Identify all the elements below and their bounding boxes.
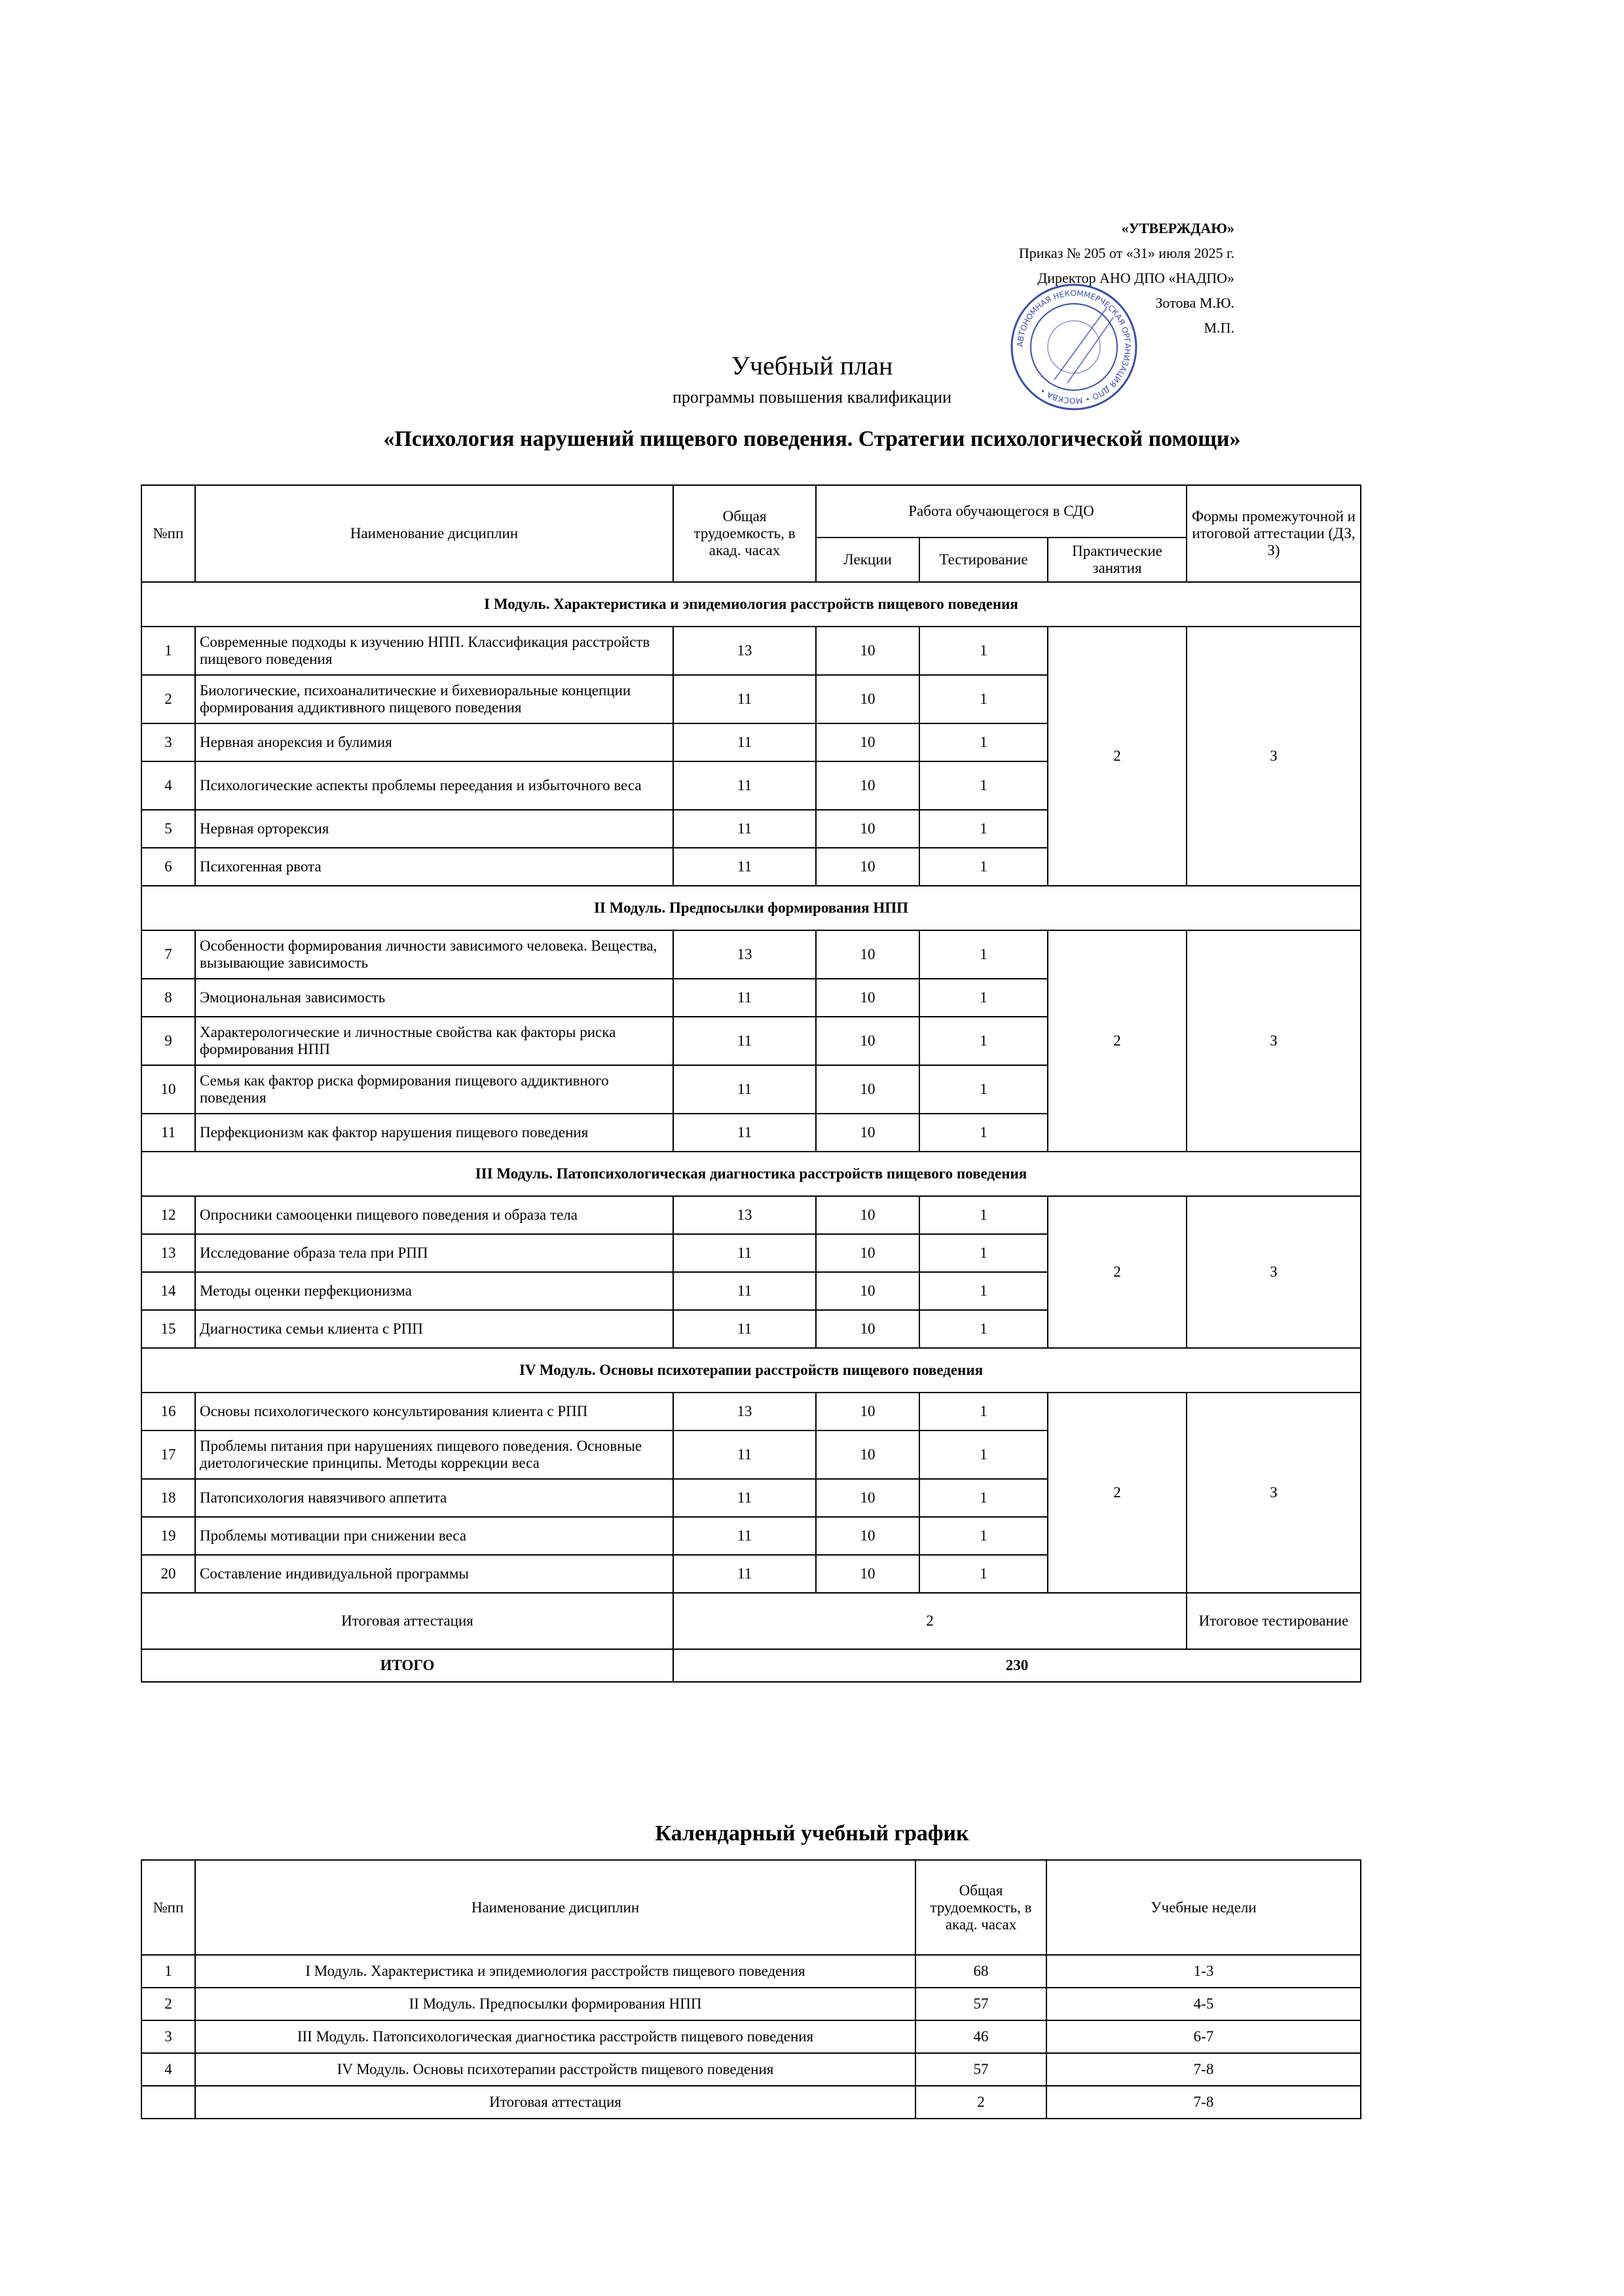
lectures-cell: 10 xyxy=(816,810,919,848)
testing-cell: 1 xyxy=(919,1272,1048,1310)
total-hours: 230 xyxy=(673,1649,1361,1682)
discipline-name: Методы оценки перфекционизма xyxy=(195,1272,673,1310)
testing-cell: 1 xyxy=(919,1017,1048,1065)
discipline-name: Эмоциональная зависимость xyxy=(195,979,673,1017)
hours-cell: 11 xyxy=(673,1517,816,1555)
hours-cell: 11 xyxy=(673,1310,816,1348)
hours-cell: 11 xyxy=(673,810,816,848)
discipline-name: Современные подходы к изучению НПП. Классификация расстройств пищевого поведения xyxy=(195,627,673,675)
testing-cell: 1 xyxy=(919,1479,1048,1517)
lectures-cell: 10 xyxy=(816,761,919,810)
discipline-name: Нервная орторексия xyxy=(195,810,673,848)
header-forms: Формы промежуточной и итоговой аттестации (ДЗ, З) xyxy=(1187,485,1361,582)
header-testing: Тестирование xyxy=(919,538,1048,582)
hours-cell: 11 xyxy=(673,1272,816,1310)
schedule-number: 3 xyxy=(141,2020,195,2053)
hours-cell: 11 xyxy=(673,979,816,1017)
lectures-cell: 10 xyxy=(816,979,919,1017)
schedule-row xyxy=(141,2020,1361,2053)
schedule-hours: 68 xyxy=(915,1955,1046,1988)
hours-cell: 13 xyxy=(673,1196,816,1234)
row-number: 10 xyxy=(141,1065,195,1114)
row-number: 6 xyxy=(141,848,195,886)
schedule-name: III Модуль. Патопсихологическая диагностика расстройств пищевого поведения xyxy=(195,2020,915,2053)
lectures-cell: 10 xyxy=(816,723,919,761)
attestation-form-cell: З xyxy=(1187,1196,1361,1348)
discipline-name: Опросники самооценки пищевого поведения и образа тела xyxy=(195,1196,673,1234)
schedule-row xyxy=(141,1955,1361,1988)
header-num: №пп xyxy=(141,485,195,582)
schedule-number: 4 xyxy=(141,2053,195,2086)
schedule-row xyxy=(141,2053,1361,2086)
discipline-name: Диагностика семьи клиента с РПП xyxy=(195,1310,673,1348)
row-number: 17 xyxy=(141,1430,195,1479)
discipline-name: Исследование образа тела при РПП xyxy=(195,1234,673,1272)
module-title: II Модуль. Предпосылки формирования НПП xyxy=(141,886,1361,930)
hours-cell: 11 xyxy=(673,1479,816,1517)
total-label: ИТОГО xyxy=(141,1649,673,1682)
schedule-hours: 57 xyxy=(915,2053,1046,2086)
approval-order: Приказ № 205 от «31» июля 2025 г. xyxy=(1018,245,1234,261)
row-number: 20 xyxy=(141,1555,195,1593)
testing-cell: 1 xyxy=(919,1114,1048,1152)
testing-cell: 1 xyxy=(919,810,1048,848)
hours-cell: 11 xyxy=(673,723,816,761)
testing-cell: 1 xyxy=(919,848,1048,886)
schedule-header-weeks: Учебные недели xyxy=(1046,1860,1361,1955)
module-header-row xyxy=(141,886,1361,930)
lectures-cell: 10 xyxy=(816,1517,919,1555)
hours-cell: 11 xyxy=(673,1234,816,1272)
attestation-form-cell: З xyxy=(1187,1393,1361,1593)
lectures-cell: 10 xyxy=(816,1272,919,1310)
schedule-name: Итоговая аттестация xyxy=(195,2086,915,2119)
lectures-cell: 10 xyxy=(816,1479,919,1517)
schedule-hours: 46 xyxy=(915,2020,1046,2053)
lectures-cell: 10 xyxy=(816,1234,919,1272)
final-attestation-form: Итоговое тестирование xyxy=(1187,1593,1361,1649)
schedule-title: Календарный учебный график xyxy=(655,1821,969,1846)
final-attestation-label: Итоговая аттестация xyxy=(141,1593,673,1649)
schedule-header-name: Наименование дисциплин xyxy=(195,1860,915,1955)
stamp-ring-text: АВТОНОМНАЯ НЕКОММЕРЧЕСКАЯ ОРГАНИЗАЦИЯ ДПО • МОСКВА • xyxy=(1015,288,1133,406)
practice-cell: 2 xyxy=(1048,627,1187,886)
hours-cell: 11 xyxy=(673,761,816,810)
lectures-cell: 10 xyxy=(816,1555,919,1593)
row-number: 13 xyxy=(141,1234,195,1272)
testing-cell: 1 xyxy=(919,675,1048,723)
lectures-cell: 10 xyxy=(816,1393,919,1430)
row-number: 3 xyxy=(141,723,195,761)
approval-heading: «УТВЕРЖДАЮ» xyxy=(1121,220,1234,236)
discipline-name: Особенности формирования личности зависимого человека. Вещества, вызывающие зависимость xyxy=(195,930,673,979)
row-number: 14 xyxy=(141,1272,195,1310)
attestation-form-cell: З xyxy=(1187,627,1361,886)
schedule-number: 2 xyxy=(141,1988,195,2020)
schedule-weeks: 1-3 xyxy=(1046,1955,1361,1988)
lectures-cell: 10 xyxy=(816,1196,919,1234)
row-number: 5 xyxy=(141,810,195,848)
hours-cell: 11 xyxy=(673,1065,816,1114)
schedule-row xyxy=(141,1988,1361,2020)
module-header-row xyxy=(141,1348,1361,1393)
discipline-name: Перфекционизм как фактор нарушения пищевого поведения xyxy=(195,1114,673,1152)
practice-cell: 2 xyxy=(1048,930,1187,1152)
row-number: 8 xyxy=(141,979,195,1017)
row-number: 7 xyxy=(141,930,195,979)
row-number: 16 xyxy=(141,1393,195,1430)
row-number: 12 xyxy=(141,1196,195,1234)
testing-cell: 1 xyxy=(919,1065,1048,1114)
discipline-name: Проблемы питания при нарушениях пищевого поведения. Основные диетологические принципы. Методы коррекции веса xyxy=(195,1430,673,1479)
approval-seal-label: М.П. xyxy=(1204,319,1234,336)
practice-cell: 2 xyxy=(1048,1393,1187,1593)
schedule-table xyxy=(141,1859,1361,2119)
row-number: 15 xyxy=(141,1310,195,1348)
discipline-name: Психологические аспекты проблемы переедания и избыточного веса xyxy=(195,761,673,810)
row-number: 1 xyxy=(141,627,195,675)
testing-cell: 1 xyxy=(919,1393,1048,1430)
document-title: Учебный план xyxy=(731,351,893,380)
row-number: 4 xyxy=(141,761,195,810)
attestation-form-cell: З xyxy=(1187,930,1361,1152)
hours-cell: 11 xyxy=(673,1430,816,1479)
row-number: 18 xyxy=(141,1479,195,1517)
module-header-row xyxy=(141,582,1361,627)
discipline-name: Психогенная рвота xyxy=(195,848,673,886)
testing-cell: 1 xyxy=(919,723,1048,761)
schedule-weeks: 4-5 xyxy=(1046,1988,1361,2020)
schedule-name: II Модуль. Предпосылки формирования НПП xyxy=(195,1988,915,2020)
hours-cell: 11 xyxy=(673,1114,816,1152)
module-title: I Модуль. Характеристика и эпидемиология расстройств пищевого поведения xyxy=(141,582,1361,627)
row-number: 11 xyxy=(141,1114,195,1152)
lectures-cell: 10 xyxy=(816,1310,919,1348)
program-title: «Психология нарушений пищевого поведения. Стратегии психологической помощи» xyxy=(383,427,1241,451)
module-title: III Модуль. Патопсихологическая диагностика расстройств пищевого поведения xyxy=(141,1152,1361,1196)
hours-cell: 11 xyxy=(673,848,816,886)
schedule-name: IV Модуль. Основы психотерапии расстройств пищевого поведения xyxy=(195,2053,915,2086)
schedule-name: I Модуль. Характеристика и эпидемиология расстройств пищевого поведения xyxy=(195,1955,915,1988)
schedule-hours: 2 xyxy=(915,2086,1046,2119)
module-title: IV Модуль. Основы психотерапии расстройств пищевого поведения xyxy=(141,1348,1361,1393)
discipline-name: Основы психологического консультирования клиента с РПП xyxy=(195,1393,673,1430)
header-lectures: Лекции xyxy=(816,538,919,582)
header-practice: Практические занятия xyxy=(1048,538,1187,582)
testing-cell: 1 xyxy=(919,1310,1048,1348)
lectures-cell: 10 xyxy=(816,675,919,723)
total-row xyxy=(141,1649,1361,1682)
discipline-name: Характерологические и личностные свойства как факторы риска формирования НПП xyxy=(195,1017,673,1065)
schedule-weeks: 6-7 xyxy=(1046,2020,1361,2053)
final-attestation-hours: 2 xyxy=(673,1593,1187,1649)
schedule-row xyxy=(141,2086,1361,2119)
final-attestation-row xyxy=(141,1593,1361,1649)
testing-cell: 1 xyxy=(919,979,1048,1017)
discipline-name: Проблемы мотивации при снижении веса xyxy=(195,1517,673,1555)
discipline-name: Составление индивидуальной программы xyxy=(195,1555,673,1593)
discipline-name: Семья как фактор риска формирования пищевого аддиктивного поведения xyxy=(195,1065,673,1114)
testing-cell: 1 xyxy=(919,1196,1048,1234)
schedule-weeks: 7-8 xyxy=(1046,2053,1361,2086)
schedule-number: 1 xyxy=(141,1955,195,1988)
curriculum-table xyxy=(141,484,1361,1683)
table-row xyxy=(141,627,1361,675)
lectures-cell: 10 xyxy=(816,1065,919,1114)
row-number: 9 xyxy=(141,1017,195,1065)
discipline-name: Биологические, психоаналитические и бихевиоральные концепции формирования аддиктивного пищевого поведения xyxy=(195,675,673,723)
hours-cell: 13 xyxy=(673,930,816,979)
hours-cell: 11 xyxy=(673,1017,816,1065)
document-subtitle: программы повышения квалификации xyxy=(672,388,951,407)
testing-cell: 1 xyxy=(919,1517,1048,1555)
header-hours: Общая трудоемкость, в акад. часах xyxy=(673,485,816,582)
testing-cell: 1 xyxy=(919,930,1048,979)
testing-cell: 1 xyxy=(919,1234,1048,1272)
testing-cell: 1 xyxy=(919,627,1048,675)
testing-cell: 1 xyxy=(919,1430,1048,1479)
row-number: 19 xyxy=(141,1517,195,1555)
approval-director: Директор АНО ДПО «НАДПО» xyxy=(1037,270,1234,286)
discipline-name: Нервная анорексия и булимия xyxy=(195,723,673,761)
schedule-header-num: №пп xyxy=(141,1860,195,1955)
module-header-row xyxy=(141,1152,1361,1196)
header-work: Работа обучающегося в СДО xyxy=(816,485,1187,538)
discipline-name: Патопсихология навязчивого аппетита xyxy=(195,1479,673,1517)
testing-cell: 1 xyxy=(919,761,1048,810)
hours-cell: 11 xyxy=(673,675,816,723)
testing-cell: 1 xyxy=(919,1555,1048,1593)
hours-cell: 11 xyxy=(673,1555,816,1593)
row-number: 2 xyxy=(141,675,195,723)
schedule-number xyxy=(141,2086,195,2119)
table-row xyxy=(141,1196,1361,1234)
approval-name: Зотова М.Ю. xyxy=(1155,295,1234,311)
lectures-cell: 10 xyxy=(816,848,919,886)
lectures-cell: 10 xyxy=(816,1430,919,1479)
lectures-cell: 10 xyxy=(816,1017,919,1065)
schedule-weeks: 7-8 xyxy=(1046,2086,1361,2119)
table-row xyxy=(141,930,1361,979)
header-name: Наименование дисциплин xyxy=(195,485,673,582)
practice-cell: 2 xyxy=(1048,1196,1187,1348)
schedule-header-hours: Общая трудоемкость, в акад. часах xyxy=(915,1860,1046,1955)
lectures-cell: 10 xyxy=(816,1114,919,1152)
hours-cell: 13 xyxy=(673,627,816,675)
table-row xyxy=(141,1393,1361,1430)
lectures-cell: 10 xyxy=(816,930,919,979)
lectures-cell: 10 xyxy=(816,627,919,675)
hours-cell: 13 xyxy=(673,1393,816,1430)
schedule-hours: 57 xyxy=(915,1988,1046,2020)
